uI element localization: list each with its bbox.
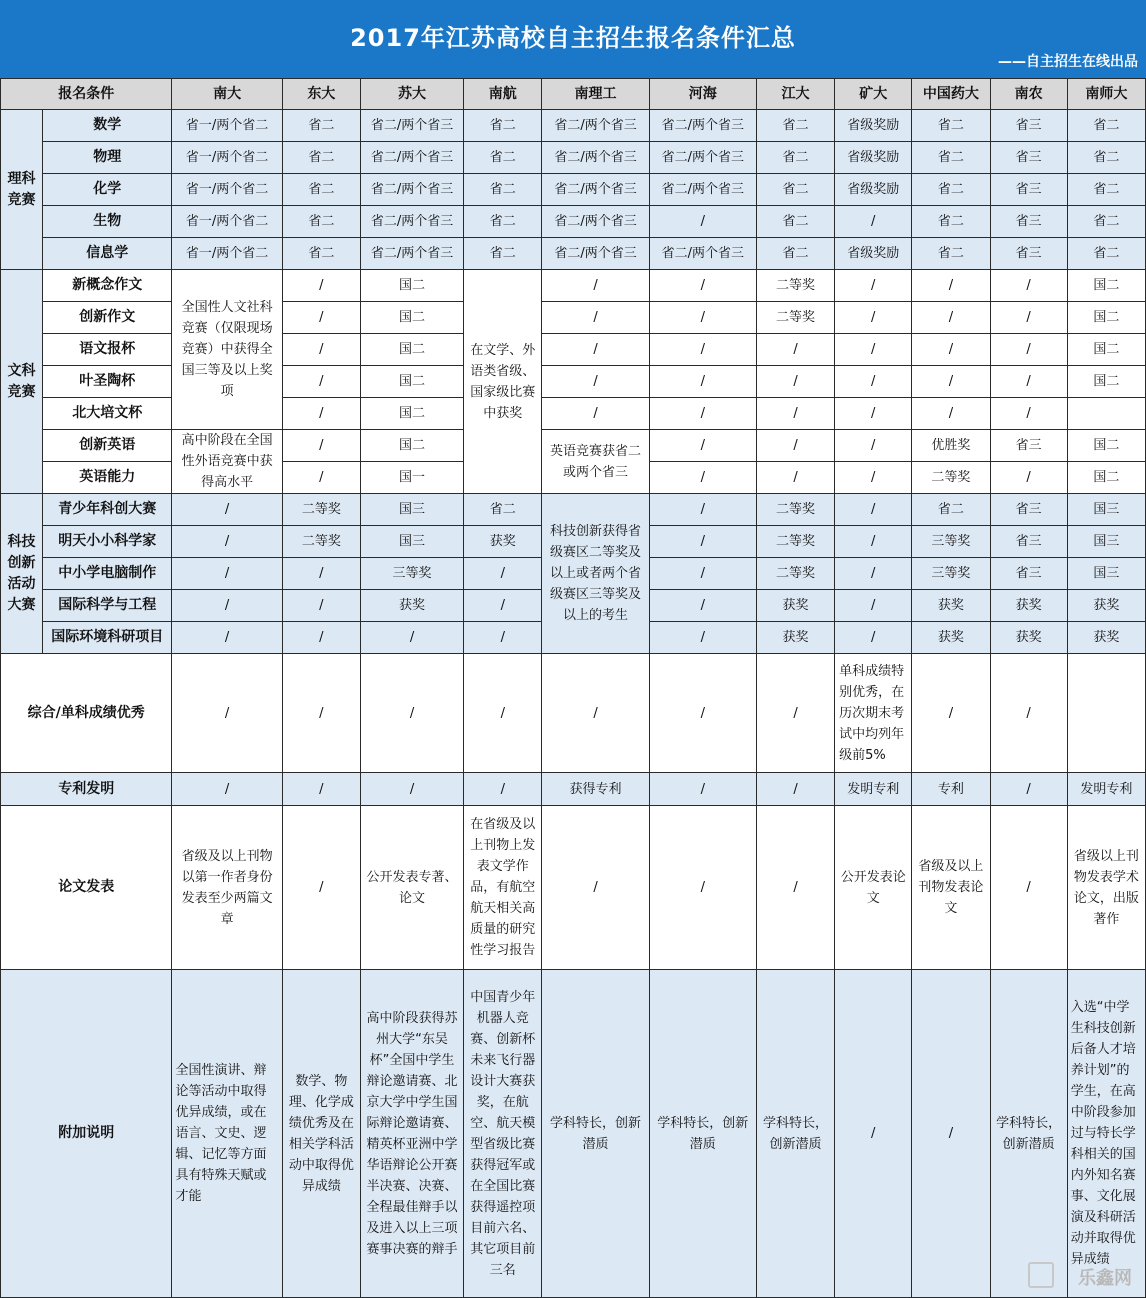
table-cell: 省二 <box>912 174 990 206</box>
item-label: 信息学 <box>43 238 172 270</box>
table-cell: / <box>542 654 649 773</box>
table-cell: 省级奖励 <box>835 174 912 206</box>
header-university: 东大 <box>282 79 360 110</box>
table-cell: / <box>649 654 756 773</box>
table-cell: / <box>835 558 912 590</box>
row-label-patent: 专利发明 <box>1 773 172 806</box>
table-cell: 省二 <box>912 142 990 174</box>
table-cell: / <box>464 558 542 590</box>
page-subtitle: ——自主招生在线出品 <box>998 54 1138 70</box>
header-university: 南师大 <box>1067 79 1145 110</box>
table-cell: / <box>835 590 912 622</box>
table-cell: / <box>360 654 463 773</box>
table-cell: 国二 <box>360 398 463 430</box>
table-cell: / <box>649 270 756 302</box>
table-cell: 国二 <box>1067 270 1145 302</box>
table-cell: / <box>835 622 912 654</box>
table-cell: / <box>649 430 756 462</box>
table-cell: 省二/两个省三 <box>649 142 756 174</box>
table-cell: 省二 <box>1067 238 1145 270</box>
table-cell: 二等奖 <box>756 302 834 334</box>
table-cell: 二等奖 <box>756 526 834 558</box>
table-cell: 单科成绩特别优秀，在历次期末考试中均列年级前5% <box>835 654 912 773</box>
table-cell: 省二 <box>464 174 542 206</box>
table-cell: / <box>649 806 756 970</box>
table-cell: / <box>464 590 542 622</box>
item-label: 生物 <box>43 206 172 238</box>
table-cell: 获奖 <box>912 622 990 654</box>
table-cell: 国二 <box>360 270 463 302</box>
table-cell: 三等奖 <box>912 558 990 590</box>
table-cell: / <box>835 398 912 430</box>
table-cell: 省级以上刊物发表学术论文，出版著作 <box>1067 806 1145 970</box>
table-cell: 省二/两个省三 <box>360 110 463 142</box>
table-cell: 省二/两个省三 <box>360 142 463 174</box>
table-cell: 二等奖 <box>282 526 360 558</box>
table-cell: 发明专利 <box>835 773 912 806</box>
table-cell: / <box>649 590 756 622</box>
table-cell: 省三 <box>990 174 1067 206</box>
table-cell: 省二 <box>756 110 834 142</box>
table-cell: 二等奖 <box>756 558 834 590</box>
table-cell: / <box>990 654 1067 773</box>
merged-cell-nanda: 高中阶段在全国性外语竞赛中获得高水平 <box>172 430 282 494</box>
table-cell: 省二 <box>756 206 834 238</box>
table-cell: 入选“中学生科技创新后备人才培养计划”的学生，在高中阶段参加过与特长学科相关的国内外知名赛事、文化展演及科研活动并取得优异成绩 <box>1067 970 1145 1298</box>
table-cell: / <box>990 302 1067 334</box>
table-cell: 省级奖励 <box>835 110 912 142</box>
table-cell: / <box>172 526 282 558</box>
table-cell: / <box>990 366 1067 398</box>
table-cell: / <box>756 806 834 970</box>
item-label: 创新英语 <box>43 430 172 462</box>
table-cell: / <box>464 654 542 773</box>
watermark: 乐鑫网 <box>1078 1268 1132 1289</box>
table-cell: / <box>464 622 542 654</box>
table-cell: / <box>990 806 1067 970</box>
table-cell: 省三 <box>990 558 1067 590</box>
table-cell: / <box>912 970 990 1298</box>
item-label: 物理 <box>43 142 172 174</box>
table-cell: 国三 <box>360 494 463 526</box>
table-cell: / <box>990 334 1067 366</box>
table-cell: 省三 <box>990 206 1067 238</box>
table-cell: 省二 <box>912 238 990 270</box>
table-cell: / <box>835 970 912 1298</box>
table-cell: / <box>649 622 756 654</box>
table-cell: / <box>282 558 360 590</box>
table-cell: / <box>282 430 360 462</box>
table-cell: / <box>835 206 912 238</box>
item-label: 新概念作文 <box>43 270 172 302</box>
table-cell: / <box>835 526 912 558</box>
table-cell: 高中阶段获得苏州大学“东吴杯”全国中学生辩论邀请赛、北京大学中学生国际辩论邀请赛、精英杯亚洲中学华语辩论公开赛半决赛、决赛、全程最佳辩手以及进入以上三项赛事决赛的辩手 <box>360 970 463 1298</box>
table-cell: 国二 <box>360 366 463 398</box>
table-cell: 优胜奖 <box>912 430 990 462</box>
table-cell: 省二/两个省三 <box>649 238 756 270</box>
table-cell: 国三 <box>1067 558 1145 590</box>
table-cell: / <box>756 430 834 462</box>
table-cell: 省二/两个省三 <box>360 174 463 206</box>
table-cell: 三等奖 <box>912 526 990 558</box>
table-cell: / <box>464 773 542 806</box>
table-cell: 省二 <box>912 110 990 142</box>
table-cell: 获奖 <box>1067 622 1145 654</box>
header-corner: 报名条件 <box>1 79 172 110</box>
admission-table <box>0 78 1146 1298</box>
table-cell: 省二/两个省三 <box>542 110 649 142</box>
watermark-logo-icon <box>1028 1262 1054 1288</box>
item-label: 创新作文 <box>43 302 172 334</box>
table-cell: 省三 <box>990 526 1067 558</box>
table-cell: 省二 <box>282 110 360 142</box>
table-cell: 专利 <box>912 773 990 806</box>
table-cell: 省二/两个省三 <box>542 174 649 206</box>
table-cell: 获奖 <box>990 590 1067 622</box>
header-university: 南理工 <box>542 79 649 110</box>
table-cell: 获奖 <box>756 590 834 622</box>
table-cell: / <box>542 334 649 366</box>
table-cell: / <box>282 622 360 654</box>
table-cell: / <box>172 494 282 526</box>
table-cell: 获得专利 <box>542 773 649 806</box>
category-liberal: 文科竞赛 <box>1 270 43 494</box>
table-cell: 公开发表论文 <box>835 806 912 970</box>
table-cell: / <box>756 654 834 773</box>
item-label: 北大培文杯 <box>43 398 172 430</box>
item-label: 英语能力 <box>43 462 172 494</box>
table-cell: 获奖 <box>464 526 542 558</box>
table-cell: 省一/两个省二 <box>172 238 282 270</box>
table-cell: 省三 <box>990 238 1067 270</box>
table-cell: / <box>282 806 360 970</box>
table-cell: / <box>649 302 756 334</box>
table-cell: 学科特长，创新潜质 <box>756 970 834 1298</box>
header-university: 中国药大 <box>912 79 990 110</box>
table-cell: / <box>756 334 834 366</box>
table-cell: 省一/两个省二 <box>172 110 282 142</box>
table-cell: / <box>542 398 649 430</box>
table-cell: / <box>172 654 282 773</box>
table-cell: / <box>912 302 990 334</box>
row-label-notes: 附加说明 <box>1 970 172 1298</box>
table-cell: 省二 <box>756 238 834 270</box>
table-cell: 省二/两个省三 <box>649 174 756 206</box>
table-cell: 国二 <box>1067 302 1145 334</box>
category-tech: 科技创新活动大赛 <box>1 494 43 654</box>
table-cell: 国二 <box>1067 462 1145 494</box>
table-cell: 省二 <box>464 494 542 526</box>
table-cell: 省二 <box>756 142 834 174</box>
table-cell: 省三 <box>990 110 1067 142</box>
table-cell: 省一/两个省二 <box>172 142 282 174</box>
table-cell: 全国性演讲、辩论等活动中取得优异成绩，或在语言、文史、逻辑、记忆等方面具有特殊天赋或才能 <box>172 970 282 1298</box>
table-cell: 国二 <box>360 334 463 366</box>
table-cell: / <box>756 366 834 398</box>
table-cell: 省一/两个省二 <box>172 206 282 238</box>
page-title: 2017年江苏高校自主招生报名条件汇总 <box>350 24 796 52</box>
table-cell: / <box>990 270 1067 302</box>
header-university: 河海 <box>649 79 756 110</box>
table-cell: / <box>912 366 990 398</box>
table-cell: 国二 <box>360 302 463 334</box>
table-cell: / <box>649 334 756 366</box>
table-cell: / <box>756 462 834 494</box>
table-cell: 国二 <box>360 430 463 462</box>
table-cell: 省二/两个省三 <box>649 110 756 142</box>
header-university: 矿大 <box>835 79 912 110</box>
table-cell: / <box>835 462 912 494</box>
table-cell: / <box>835 366 912 398</box>
table-cell: 省二 <box>282 174 360 206</box>
table-cell: / <box>649 398 756 430</box>
item-label: 国际环境科研项目 <box>43 622 172 654</box>
table-cell: 省二 <box>282 206 360 238</box>
table-cell: 省二/两个省三 <box>542 142 649 174</box>
table-cell <box>1067 654 1145 773</box>
table-cell: / <box>360 622 463 654</box>
table-cell: / <box>649 773 756 806</box>
header-banner <box>0 0 1146 78</box>
merged-cell-nanda: 全国性人文社科竞赛（仅限现场竞赛）中获得全国三等及以上奖项 <box>172 270 282 430</box>
table-cell: / <box>282 398 360 430</box>
table-cell: 省三 <box>990 430 1067 462</box>
table-cell: / <box>756 398 834 430</box>
table-cell: 省级奖励 <box>835 142 912 174</box>
table-cell: / <box>649 526 756 558</box>
table-cell: 二等奖 <box>756 270 834 302</box>
table-cell <box>1067 398 1145 430</box>
table-cell: 省二 <box>912 494 990 526</box>
table-cell: 省二/两个省三 <box>360 206 463 238</box>
table-cell: 获奖 <box>756 622 834 654</box>
table-cell: / <box>835 494 912 526</box>
table-cell: 省三 <box>990 494 1067 526</box>
table-cell: / <box>649 206 756 238</box>
table-cell: / <box>835 302 912 334</box>
table-cell: / <box>282 590 360 622</box>
table-cell: / <box>542 302 649 334</box>
item-label: 青少年科创大赛 <box>43 494 172 526</box>
table-cell: 省级及以上刊物以第一作者身份发表至少两篇文章 <box>172 806 282 970</box>
table-cell: 学科特长，创新潜质 <box>990 970 1067 1298</box>
table-cell: / <box>282 654 360 773</box>
table-cell: 省三 <box>990 142 1067 174</box>
table-cell: 省级及以上刊物发表论文 <box>912 806 990 970</box>
table-cell: 省二/两个省三 <box>542 238 649 270</box>
table-cell: 省二 <box>1067 206 1145 238</box>
table-cell: 国一 <box>360 462 463 494</box>
table-cell: 二等奖 <box>756 494 834 526</box>
header-university: 南农 <box>990 79 1067 110</box>
item-label: 化学 <box>43 174 172 206</box>
table-cell: / <box>542 270 649 302</box>
table-cell: 中国青少年机器人竞赛、创新杯未来飞行器设计大赛获奖，在航空、航天模型省级比赛获得冠军或在全国比赛获得遥控项目前六名、其它项目前三名 <box>464 970 542 1298</box>
item-label: 数学 <box>43 110 172 142</box>
header-university: 苏大 <box>360 79 463 110</box>
table-cell: 省二 <box>756 174 834 206</box>
table-cell: / <box>990 398 1067 430</box>
table-cell: 省二 <box>464 238 542 270</box>
table-cell: 省二 <box>464 142 542 174</box>
table-cell: / <box>282 302 360 334</box>
table-cell: 省二 <box>282 238 360 270</box>
table-cell: / <box>282 462 360 494</box>
table-cell: / <box>282 773 360 806</box>
table-cell: 省二 <box>464 206 542 238</box>
table-cell: / <box>282 366 360 398</box>
table-cell: 发明专利 <box>1067 773 1145 806</box>
table-cell: 获奖 <box>360 590 463 622</box>
table-cell: / <box>282 334 360 366</box>
row-label-paper: 论文发表 <box>1 806 172 970</box>
category-science: 理科竞赛 <box>1 110 43 270</box>
table-cell: 省二 <box>464 110 542 142</box>
table-cell: / <box>172 558 282 590</box>
item-label: 中小学电脑制作 <box>43 558 172 590</box>
table-cell: / <box>912 270 990 302</box>
table-cell: 省二/两个省三 <box>542 206 649 238</box>
table-cell: 省二 <box>912 206 990 238</box>
table-cell: 公开发表专著、论文 <box>360 806 463 970</box>
table-cell: / <box>172 622 282 654</box>
table-cell: / <box>542 806 649 970</box>
table-cell: 省一/两个省二 <box>172 174 282 206</box>
table-cell: 在省级及以上刊物上发表文学作品，有航空航天相关高质量的研究性学习报告 <box>464 806 542 970</box>
table-cell: / <box>990 462 1067 494</box>
table-cell: / <box>172 773 282 806</box>
table-cell: 国二 <box>1067 430 1145 462</box>
table-cell: 国二 <box>1067 366 1145 398</box>
table-cell: 省二/两个省三 <box>360 238 463 270</box>
table-cell: / <box>649 558 756 590</box>
item-label: 明天小小科学家 <box>43 526 172 558</box>
table-cell: / <box>835 334 912 366</box>
table-cell: / <box>649 366 756 398</box>
merged-cell-nanligong: 英语竞赛获省二或两个省三 <box>542 430 649 494</box>
table-cell: 获奖 <box>1067 590 1145 622</box>
row-label-comprehensive: 综合/单科成绩优秀 <box>1 654 172 773</box>
table-cell: 国三 <box>1067 526 1145 558</box>
table-cell: / <box>360 773 463 806</box>
table-cell: 数学、物理、化学成绩优秀及在相关学科活动中取得优异成绩 <box>282 970 360 1298</box>
table-cell: 省二 <box>1067 110 1145 142</box>
table-cell: / <box>542 366 649 398</box>
table-cell: 二等奖 <box>282 494 360 526</box>
table-cell: 国二 <box>1067 334 1145 366</box>
table-cell: 学科特长，创新潜质 <box>542 970 649 1298</box>
merged-cell-nanhang: 在文学、外语类省级、国家级比赛中获奖 <box>464 270 542 494</box>
table-cell: 获奖 <box>990 622 1067 654</box>
table-cell: / <box>835 270 912 302</box>
header-university: 江大 <box>756 79 834 110</box>
table-cell: 二等奖 <box>912 462 990 494</box>
table-cell: / <box>172 590 282 622</box>
header-university: 南航 <box>464 79 542 110</box>
table-cell: 获奖 <box>912 590 990 622</box>
table-cell: / <box>912 334 990 366</box>
table-cell: 学科特长，创新潜质 <box>649 970 756 1298</box>
table-cell: / <box>649 462 756 494</box>
table-cell: 省二 <box>1067 174 1145 206</box>
table-cell: / <box>649 494 756 526</box>
item-label: 叶圣陶杯 <box>43 366 172 398</box>
header-university: 南大 <box>172 79 282 110</box>
table-cell: 省二 <box>282 142 360 174</box>
table-cell: 省级奖励 <box>835 238 912 270</box>
merged-cell-nanligong: 科技创新获得省级赛区二等奖及以上或者两个省级赛区三等奖及以上的考生 <box>542 494 649 654</box>
table-cell: / <box>912 654 990 773</box>
table-cell: 国三 <box>1067 494 1145 526</box>
table-cell: 省二 <box>1067 142 1145 174</box>
table-cell: 国三 <box>360 526 463 558</box>
item-label: 语文报杯 <box>43 334 172 366</box>
item-label: 国际科学与工程 <box>43 590 172 622</box>
table-cell: 三等奖 <box>360 558 463 590</box>
table-cell: / <box>282 270 360 302</box>
table-cell: / <box>912 398 990 430</box>
table-cell: / <box>756 773 834 806</box>
table-cell: / <box>990 773 1067 806</box>
table-cell: / <box>835 430 912 462</box>
